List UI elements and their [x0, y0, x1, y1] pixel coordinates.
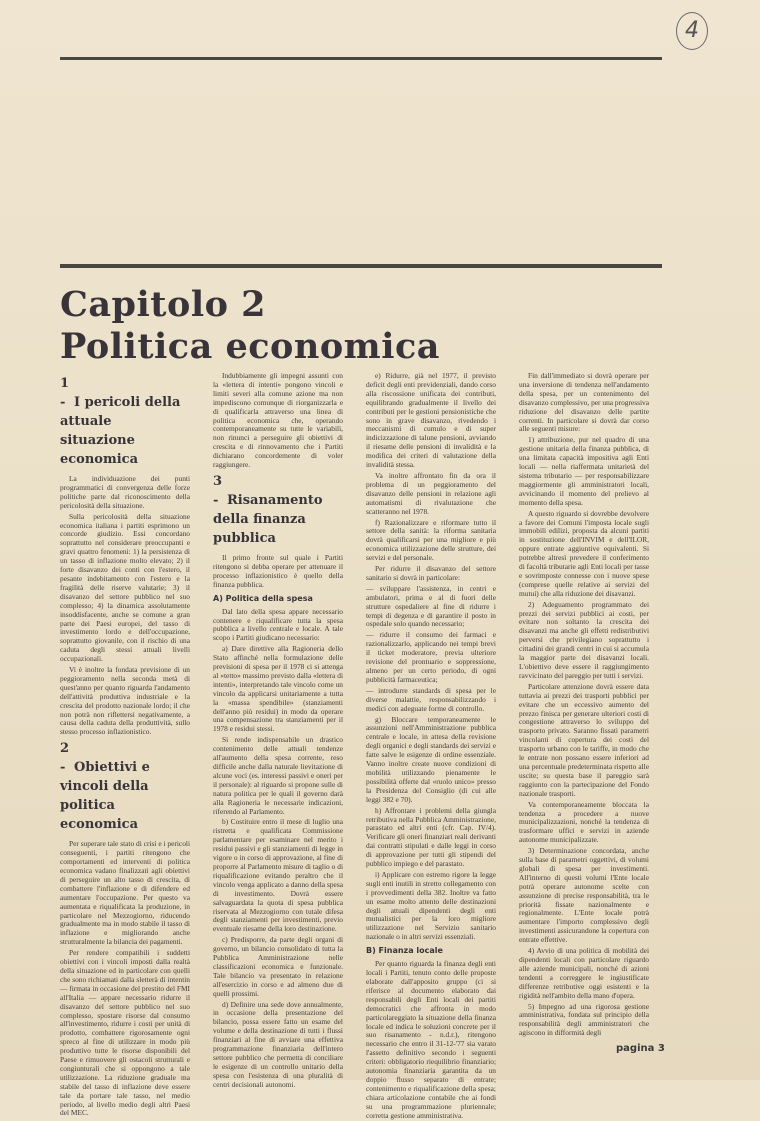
paragraph: — ridurre il consumo dei farmaci e razionalizzarlo, applicando nei tempi brevi il ticket moderatore, previa ulteriore revisione del prontuario e soppressione, almeno per un certo periodo, di ogni pubblicità farmaceutica;: [366, 630, 496, 684]
text-column-3: [366, 371, 496, 1120]
section-1-number: 1 -: [60, 376, 70, 410]
subsection-b-heading: B) Finanza locale: [366, 946, 443, 956]
paragraph: a) Dare direttive alla Ragioneria dello Stato affinché nella formulazione delle previsioni di spesa per il 1978 ci si attenga al «tetto» massimo previsto dalla «lettera di intenti», interpretando tale vincolo come un vincolo da applicarsi unitariamente a tutta la «massa spendibile» (stanziamenti dell'anno più residui) in modo da operare una compensazione tra stanziamenti per il 1978 e residui stessi.: [213, 644, 343, 734]
handwritten-page-number: 4: [676, 12, 708, 50]
section-3-heading: [213, 472, 343, 548]
paragraph: d) Definire una sede dove annualmente, in occasione della presentazione del bilancio, possa essere fatto un esame del volume e della destinazione di tutti i flussi finanziari al fine di avviare una effettiva programmazione finanziaria dell'intero settore pubblico che permetta di conciliare le esigenze di un controllo unitario della spesa con l'esistenza di una pluralità di centri decisionali autonomi.: [213, 999, 343, 1089]
paragraph: Per superare tale stato di crisi e i pericoli conseguenti, i partiti ritengono che comportamenti ed interventi di politica economica vadano finalizzati agli obiettivi di perseguire un alto tasso di crescita, di combattere l'inflazione e di difendere ed aumentare l'occupazione. Per questo va aumentata e riqualificata la produzione, in particolare nel Mezzogiorno, riducendo gradualmente ma in modo stabile il tasso di inflazione e migliorando anche strutturalmente la bilancia dei pagamenti.: [60, 839, 190, 947]
chapter-label: Capitolo 2: [60, 284, 266, 325]
paragraph: La individuazione dei punti programmatici di convergenza delle forze politiche parte dal riconoscimento della pericolosità della situazione.: [60, 474, 190, 510]
paragraph: Si rende indispensabile un drastico contenimento delle attuali tendenze all'aumento della spesa corrente, reso difficile anche dalla naturale lievitazione di alcune voci (es. interessi passivi e oneri per il personale): al riguardo si propone sulle di natura politica per le quali il governo darà alla Ragioneria le necessarie indicazioni, riferendo al Parlamento.: [213, 735, 343, 816]
paragraph: Il primo fronte sul quale i Partiti ritengono si debba operare per attenuare il processo inflazionistico è quello della finanza pubblica.: [213, 552, 343, 589]
paragraph: f) Razionalizzare e riformare tutto il settore della sanità: la riforma sanitaria dovrà qualificarsi per una migliore e più economica utilizzazione delle strutture, dei servizi e del personale.: [366, 517, 496, 563]
paragraph: Per quanto riguarda la finanza degli enti locali i Partiti, tenuto conto delle proposte elaborate dall'apposito gruppo (ci si riferisce al documento elaborato dai responsabili degli Enti locali dei partiti democratici che affronta in modo particolareggiato la situazione della finanza locale ed indica le soluzioni concrete per il suo risanamento - n.d.r.), ritengono necessario che entro il 31-12-'77 sia varato l'assetto definitivo secondo i seguenti criteri: obbligatorio riequilibrio finanziario; autonomia finanziaria garantita da un doppio flusso separato di entrate; contenimento e riqualificazione della spesa; chiara articolazione contabile che ai fondi su una programmazione pluriennale; corretta gestione amministrativa.: [366, 959, 496, 1120]
top-rule: [60, 57, 662, 60]
paragraph: g) Bloccare temporaneamente le assunzioni nell'Amministrazione pubblica centrale e locale, in attesa della revisione degli organici e degli standards dei servizi e fatte salve le esigenze di ordine essenziale. Vanno inoltre create nuove condizioni di mobilità utilizzando pienamente le possibilità offerte dal «ruolo unico» presso la Presidenza del Consiglio (di cui alle leggi 382 e 70).: [366, 714, 496, 804]
text-column-2: [213, 371, 343, 1089]
section-2-title: Obiettivi e vincoli della politica economica: [60, 760, 150, 833]
text-column-4: [519, 372, 649, 1044]
paragraph: e) Ridurre, già nel 1977, il previsto deficit degli enti previdenziali, dando corso alla riscossione unificata dei contributi, equilibrando gradualmente il livello dei contributi per le gestioni pensionistiche che sono in grave disavanzo, rivedendo i meccanismi di cumulo e di super indicizzazione di talune pensioni, avviando il riesame delle pensioni di invalidità e la modifica dei criteri di valutazione della invalidità stessa.: [366, 371, 496, 470]
subsection-a-heading: A) Politica della spesa: [213, 593, 313, 603]
paragraph: b) Costituire entro il mese di luglio una ristretta e qualificata Commissione parlamentare per esaminare nel merito i residui passivi e gli stanziamenti di legge in vigore o in corso di approvazione, al fine di proporre al Parlamento misure di taglio o di riqualificazione evitando peraltro che il vincolo venga applicato a danno della spesa di investimento. Dovrà essere salvaguardata la quota di spesa pubblica riservata al Mezzogiorno con tutale difesa degli stanziamenti per investimenti, previo eventuale riesame della loro destinazione.: [213, 817, 343, 934]
chapter-title: Politica economica: [60, 326, 440, 367]
paragraph: h) Affrontare i problemi della giungla retributiva nella Pubblica Amministrazione, parastato ed altri enti (cfr. Cap. IV/4). Verificare gli oneri finanziari reali derivanti dai contratti stipulati e dalle leggi in corso di approvazione per tutti gli stipendi del pubblico impiego e del parastato.: [366, 805, 496, 869]
section-2-number: 2 -: [60, 741, 70, 776]
text-column-1: [60, 372, 190, 1118]
paragraph: Per ridurre il disavanzo del settore sanitario si dovrà in particolare:: [366, 564, 496, 582]
section-1-title: I pericoli della attuale situazione economica: [60, 395, 181, 467]
paragraph: — introdurre standards di spesa per le diverse malattie, responsabilizzando i medici con adeguate forme di controllo.: [366, 685, 496, 713]
paragraph: Particolare attenzione dovrà essere data tuttavia ai prezzi dei trasporti pubblici per evitare che un eccessivo aumento del prezzo finisca per generare ulteriori costi di congestione attraverso lo sviluppo del trasporto privato. Saranno fissati parametri vincolanti di copertura dei costi del trasporto urbano con le tariffe, in modo che le entrate non possano essere inferiori ad una percentuale predeterminata rispetto alle uscite; su questa base il pareggio sarà raggiunto con la partecipazione del Fondo nazionale trasporti.: [519, 681, 649, 798]
paragraph: 4) Avvio di una politica di mobilità dei dipendenti locali con particolare riguardo alle aziende municipali, nonché di azioni tendenti a correggere le ingiustificate differenze retributive oggi esistenti e la rigidità nell'ambito della mano d'opera.: [519, 946, 649, 1000]
paragraph: 1) attribuzione, pur nel quadro di una gestione unitaria della finanza pubblica, di una limitata capacità impositiva agli Enti locali — nella riaffermata unitarietà del sistema tributario — per responsabilizzare maggiormente gli amministratori locali, avvicinando il momento del prelievo al momento della spesa.: [519, 435, 649, 507]
paragraph: A questo riguardo si dovrebbe devolvere a favore dei Comuni l'imposta locale sugli immobili edilizi, proposta da alcuni partiti in sostituzione dell'INVIM e dell'ILOR, oppure entrate aggiuntive equivalenti. Si potrebbe altresì prevedere il conferimento di facoltà tributarie agli Enti locali per tasse e sovrimposte connesse con i nuove spese (comprese quelle relative ai servizi del mutui) che alla riduzione dei disavanzi.: [519, 508, 649, 598]
paragraph: i) Applicare con estremo rigore la legge sugli enti inutili in stretto collegamento con i provvedimenti della 382. Inoltre va fatto un esame molto attento delle destinazioni degli attuali dipendenti degli enti mutualistici per la loro migliore utilizzazione nel Servizio sanitario nazionale o in altri servizi essenziali.: [366, 869, 496, 942]
chapter-heading: [60, 284, 680, 368]
section-1-heading: [60, 374, 190, 469]
title-rule: [60, 264, 662, 268]
section-3-number: 3 -: [213, 473, 223, 508]
paragraph: Fin dall'immediato si dovrà operare per una inversione di tendenza nell'andamento della spesa, per un contenimento del disavanzo complessivo, per una progressiva riduzione del disavanzo delle partite correnti. In particolare si dovrà dar corso alle seguenti misure:: [519, 371, 649, 434]
paragraph: Per rendere compatibili i suddetti obiettivi con i vincoli imposti dalla realtà della situazione ed in particolare con quelli che sono richiamati dalla sletterà di intentin — firmata in occasione del prestito del FMI all'Italia — appare necessario ridurre il disavanzo del settore pubblico nel suo complesso, spostare risorse dal consumo all'investimento, ridurre i costi per unità di prodotto, combattere rigorosamente ogni spreco al fine di utilizzare in modo più produttivo tutte le risorse disponibili del Paese e rimuovere gli ostacoli strutturali e congiunturali che si oppongono a tale utilizzazione. La riduzione graduale ma stabile del tasso di inflazione deve essere tale da portare tale tasso, nel medio periodo, al livello medio degli altri Paesi del MEC.: [60, 948, 190, 1118]
paragraph: — sviluppare l'assistenza, in centri e ambulatori, prima e al di fuori delle strutture ospedaliere al fine di ridurre i tempi di degenza e di garantire il posto in ospedale solo quando necessario;: [366, 583, 496, 629]
paragraph: 3) Determinazione concordata, anche sulla base di parametri oggettivi, di volumi globali di spesa per investimenti. All'interno di questi volumi l'Ente locale potrà operare autonome scelte con assunzione di precise responsabilità, tra le priorità fissate nazionalmente e regionalmente. L'Ente locale potrà aumentare l'importo complessivo degli investimenti assicurandone la copertura con entrate effettive.: [519, 846, 649, 945]
paragraph: Va contemporaneamente bloccata la tendenza a procedere a nuove municipalizzazioni, nonché la tendenza di trasformare uffici e servizi in aziende autonome municipalizzate.: [519, 799, 649, 845]
paragraph: c) Predisporre, da parte degli organi di governo, un bilancio consolidato di tutta la Pubblica Amministrazione nelle classificazioni economica e funzionale. Tale bilancio va presentato in relazione all'esercizio in corso e ad almeno due di quelli prossimi.: [213, 935, 343, 998]
paragraph: 2) Adeguamento programmato dei prezzi dei servizi pubblici ai costi, per evitare non soltanto la crescita dei disavanzi ma anche gli effetti redistributivi perversi che privilegiano soprattutto i cittadini dei grandi centri in cui si accumula la maggior parte dei disavanzi locali. L'obiettivo deve essere il raggiungimento ravvicinato del pareggio per tutti i servizi.: [519, 599, 649, 680]
paragraph: Vi è inoltre la fondata previsione di un peggioramento nella seconda metà di quest'anno per quanto riguarda l'andamento dell'attività produttiva industriale e la crescita del prodotto nazionale lordo; il che non potrà non riflettersi negativamente, a causa della caduta della produttività, sullo stesso processo inflazionistico.: [60, 665, 190, 737]
paragraph: 5) Impegno ad una rigorosa gestione amministrativa, fondata sul principio della responsabilità degli amministratori che agiscono in difformità degli: [519, 1001, 649, 1038]
paragraph: Indubbiamente gli impegni assunti con la «lettera di intenti» pongono vincoli e limiti severi alla comune azione ma non impediscono comunque di riorganizzarla e di qualificarla attraverso una linea di politica economica che, operando contemporaneamente su tutte le variabili, non rinunci a perseguire gli obiettivi di crescita e di rinnovamento che i Partiti dichiarano concordemente di voler raggiungere.: [213, 371, 343, 470]
paragraph: Dal lato della spesa appare necessario contenere e riqualificare tutta la spesa pubblica a livello centrale e locale. A tale scopo i Partiti giudicano necessario:: [213, 606, 343, 643]
page-footer: pagina 3: [616, 1043, 665, 1054]
paragraph: Sulla pericolosità della situazione economica italiana i partiti esprimono un concorde giudizio. Essi concordano soprattutto nel considerare preoccupanti e gravi quattro fenomeni: 1) la persistenza di un tasso di inflazione molto elevato; 2) il forte disavanzo dei conti con l'estero, il pesante indebitamento con l'estero e la fragilità delle riserve valutarie; 3) il disavanzo del settore pubblico nel suo complesso; 4) la dinamica assolutamente insoddisfacente, anche se comune a gran parte dei Paesi europei, del tasso di investimento lordo e dell'occupazione, soprattutto giovanile, con il rischio di una caduta degli stessi attuali livelli occupazionali.: [60, 511, 190, 664]
paragraph: Va inoltre affrontato fin da ora il problema di un peggioramento del disavanzo delle pensioni in relazione agli automatismi di rivalutazione che scatteranno nel 1978.: [366, 470, 496, 516]
section-3-title: Risanamento della finanza pubblica: [213, 492, 323, 546]
section-2-heading: [60, 739, 190, 834]
